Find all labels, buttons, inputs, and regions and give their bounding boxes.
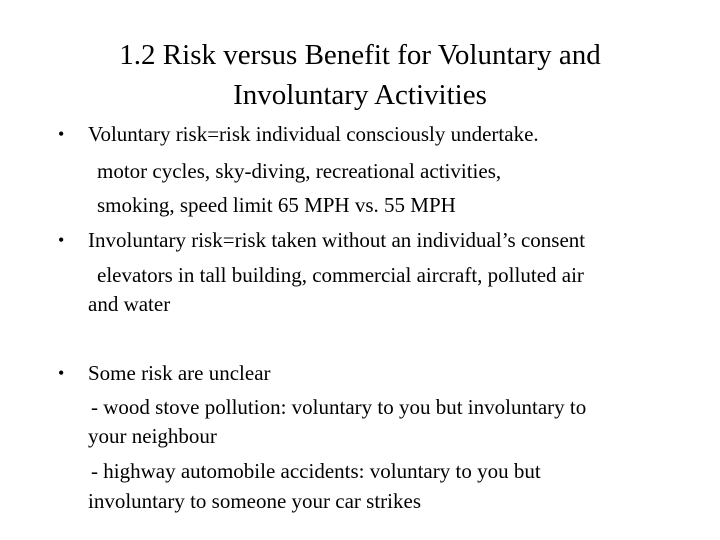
bullet-2-line-2: elevators in tall building, commercial aircraft, polluted air — [97, 263, 584, 287]
bullet-3-line-2: - wood stove pollution: voluntary to you but involuntary to — [91, 395, 587, 419]
bullet-1-line-3: smoking, speed limit 65 MPH vs. 55 MPH — [97, 193, 456, 217]
bullet-1-line-2: motor cycles, sky-diving, recreational activities, — [97, 159, 502, 183]
bullet-marker: • — [58, 124, 65, 144]
title-line-1: 1.2 Risk versus Benefit for Voluntary and — [119, 39, 601, 71]
bullet-3-line-4: - highway automobile accidents: voluntary to you but — [91, 459, 541, 483]
bullet-marker: • — [58, 363, 65, 383]
title-line-2: Involuntary Activities — [233, 79, 487, 111]
bullet-2-line-1: Involuntary risk=risk taken without an individual’s consent — [88, 228, 586, 252]
bullet-marker: • — [58, 230, 65, 250]
bullet-1-line-1: Voluntary risk=risk individual consciously undertake. — [88, 122, 539, 146]
bullet-2-line-3: and water — [88, 292, 171, 316]
bullet-3-line-1: Some risk are unclear — [88, 361, 271, 385]
bullet-3-line-5: involuntary to someone your car strikes — [88, 489, 422, 513]
bullet-3-line-3: your neighbour — [88, 424, 217, 448]
